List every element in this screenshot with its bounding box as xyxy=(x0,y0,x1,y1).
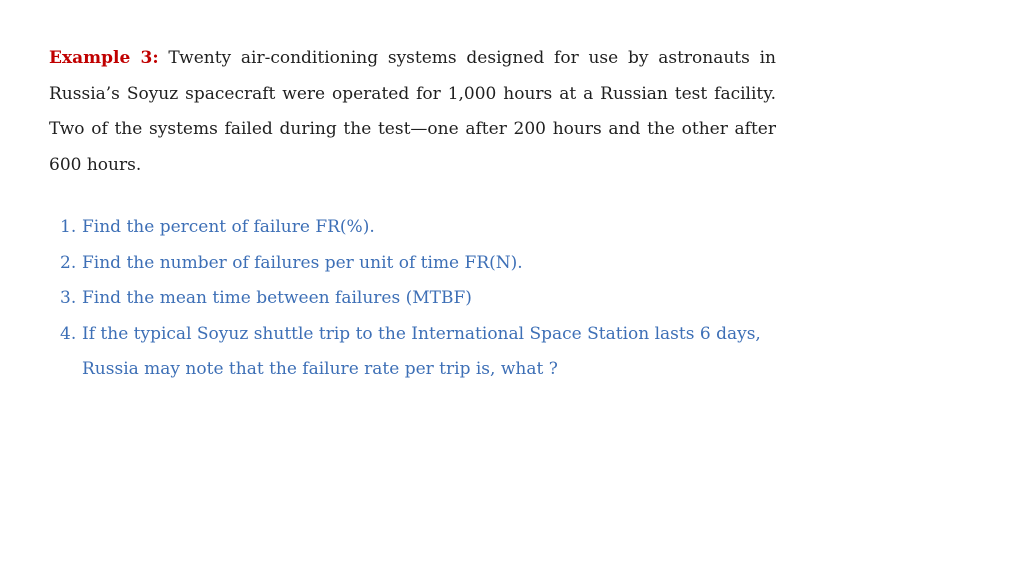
question-item xyxy=(60,246,820,282)
question-text: Find the percent of failure FR(%). xyxy=(82,217,375,237)
question-text: Find the mean time between failures (MTBF) xyxy=(82,288,472,308)
question-item xyxy=(60,317,820,388)
question-text: Find the number of failures per unit of time FR(N). xyxy=(82,252,523,273)
question-item xyxy=(60,210,820,246)
question-number: 3. xyxy=(60,288,77,308)
example-label: Example 3: xyxy=(49,48,159,68)
question-number: 4. xyxy=(60,323,77,344)
question-number: 2. xyxy=(60,252,77,273)
question-number: 1. xyxy=(60,217,77,237)
problem-statement xyxy=(49,41,776,183)
question-text: If the typical Soyuz shuttle trip to the International Space Station lasts 6 days, Russia may note that the failure rate per trip is, what ? xyxy=(82,323,761,379)
problem-text: Twenty air-conditioning systems designed for use by astronauts in Russia’s Soyuz spacecraft were operated for 1,000 hours at a Russian test facility. Two of the systems failed during the test—one after 200 hours and the other after 600 hours. xyxy=(49,48,776,175)
question-item xyxy=(60,281,820,317)
question-list xyxy=(60,210,820,388)
